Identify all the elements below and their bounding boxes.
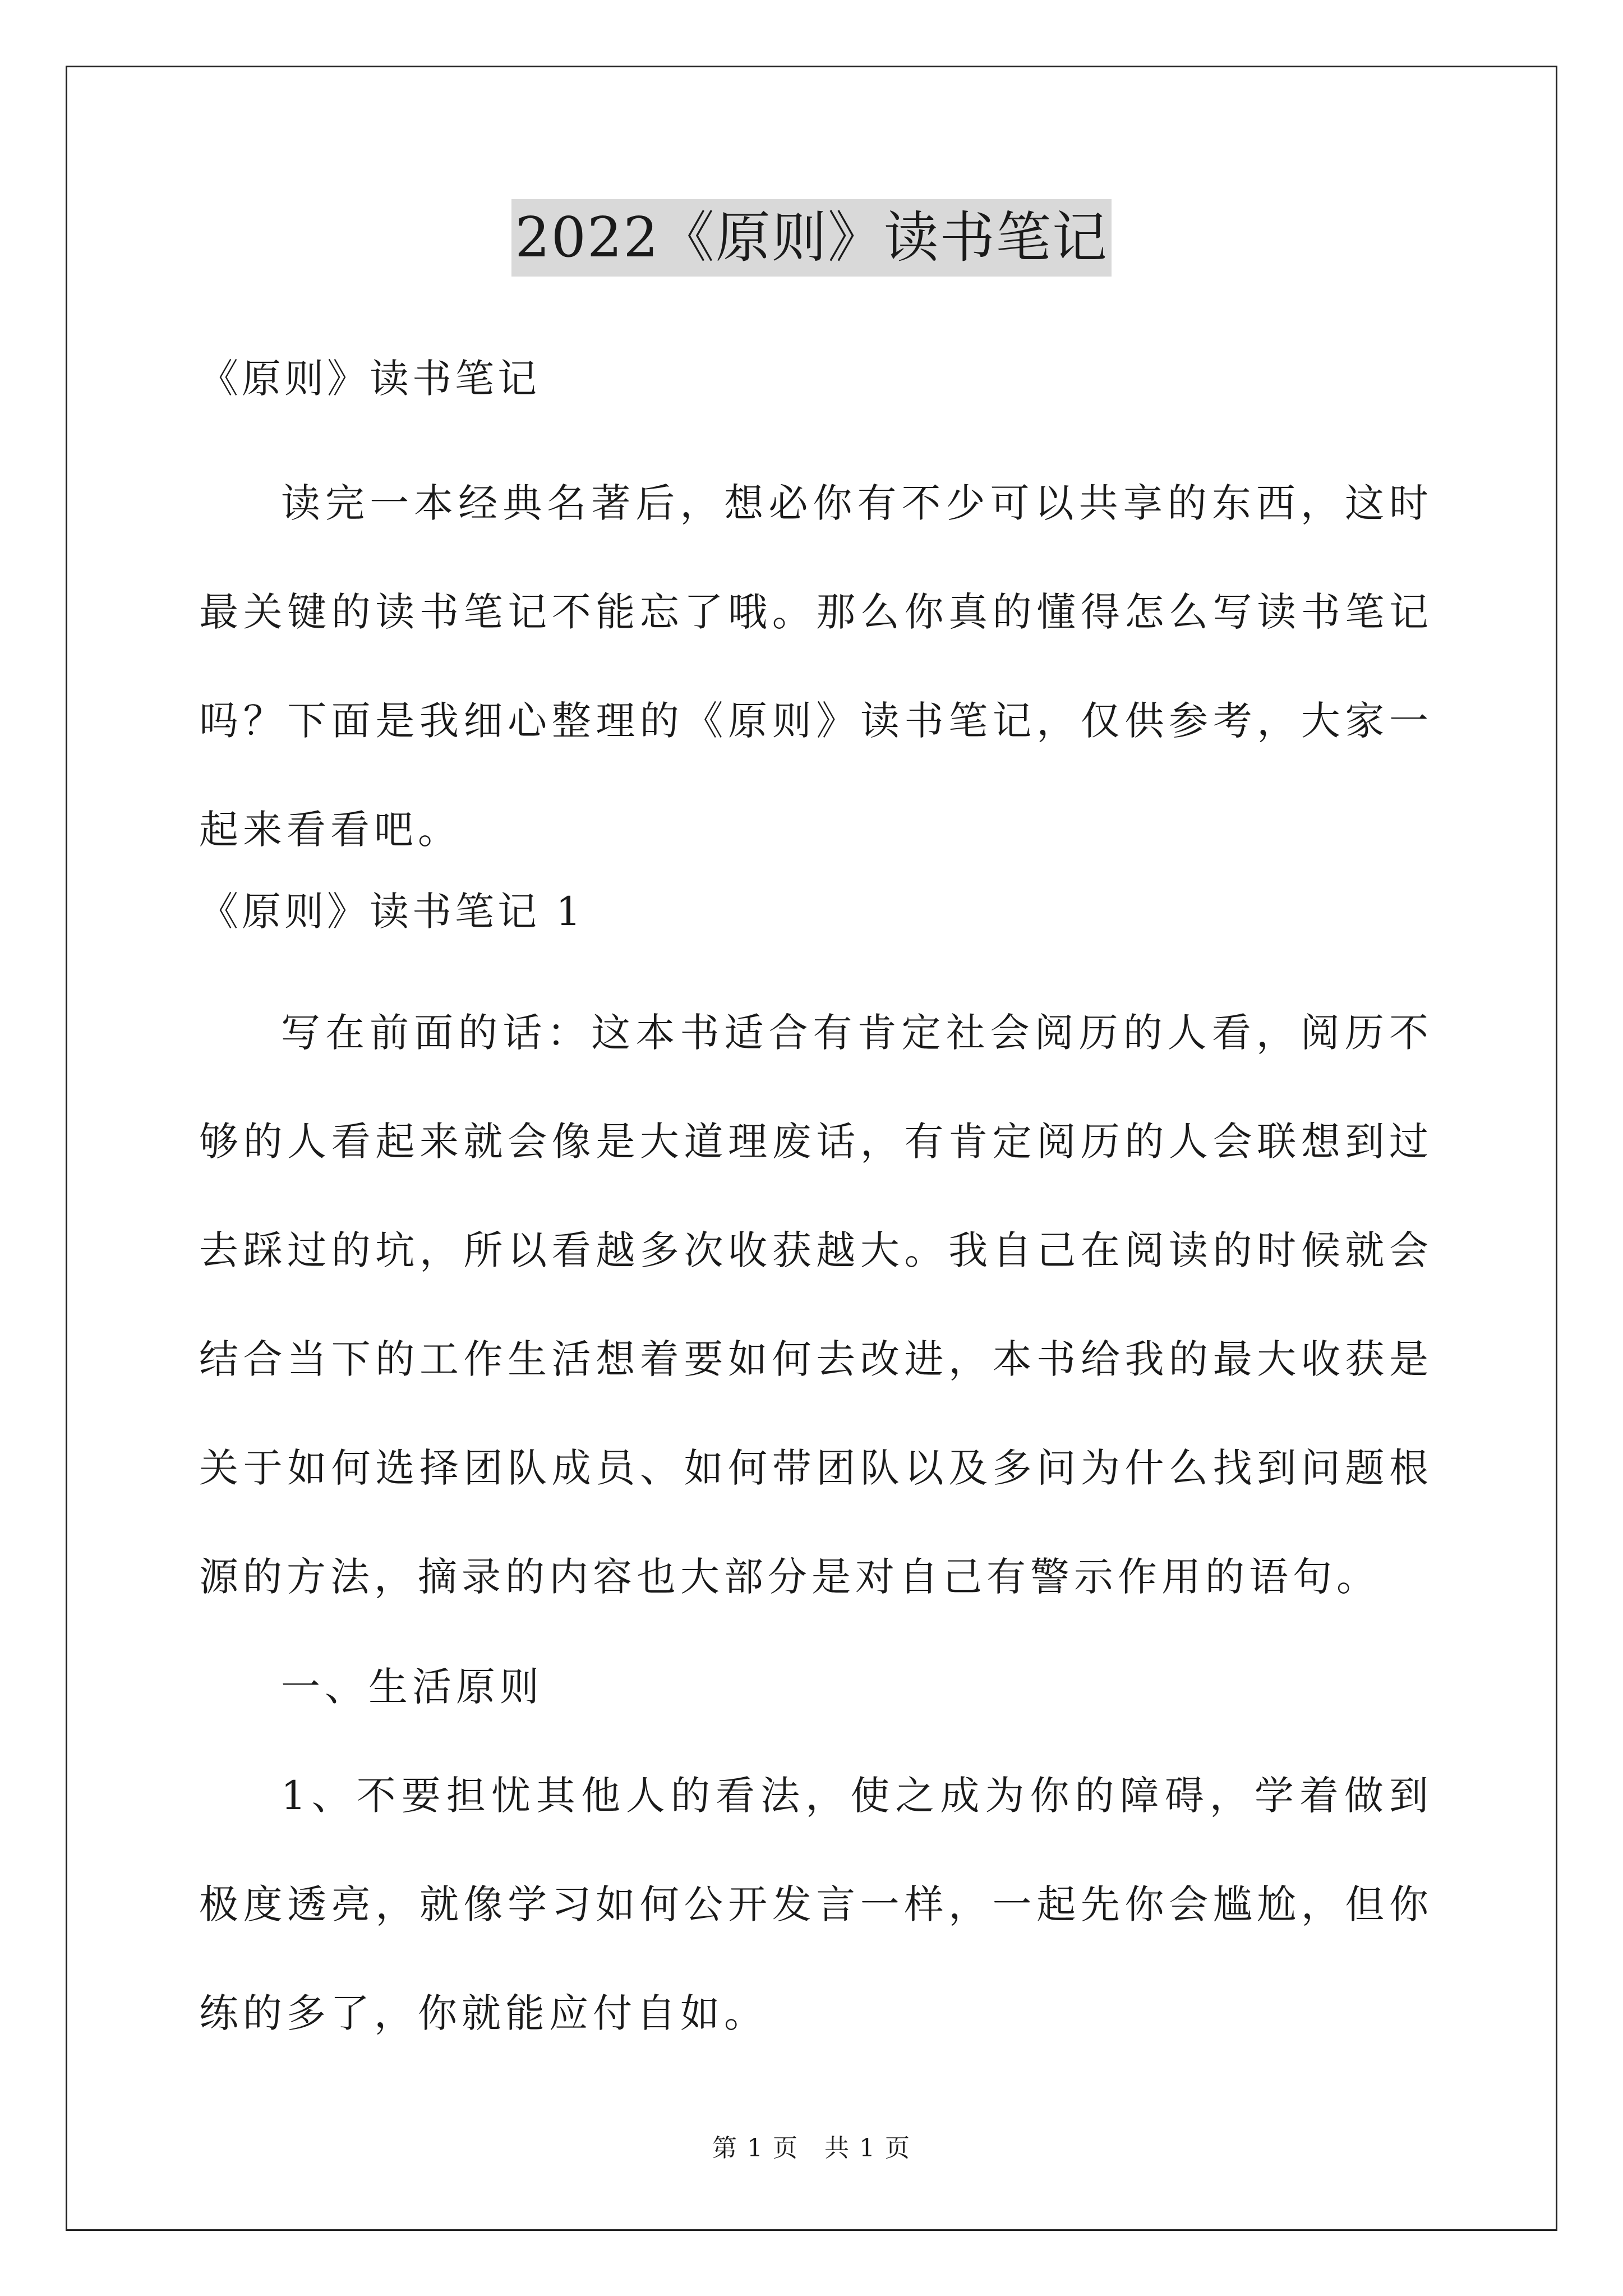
section-heading: 一、生活原则 (281, 1664, 543, 1710)
note1-heading: 《原则》读书笔记 1 (199, 889, 584, 935)
intro-heading: 《原则》读书笔记 (199, 356, 540, 402)
page-footer: 第 1 页 共 1 页 (712, 2134, 911, 2162)
document-title: 2022《原则》读书笔记 (511, 199, 1111, 277)
note1-paragraph: 写在前面的话：这本书适合有肯定社会阅历的人看，阅历不够的人看起来就会像是大道理废话，有肯定阅历的人会联想到过去踩过的坑，所以看越多次收获越大。我自己在阅读的时候就会结合当下的工作生活想着要如何去改进，本书给我的最大收获是关于如何选择团队成员、如何带团队以及多问为什么找到问题根源的方法，摘录的内容也大部分是对自己有警示作用的语句。 (199, 1010, 1433, 1600)
item1-paragraph: 1、不要担忧其他人的看法，使之成为你的障碍，学着做到极度透亮，就像学习如何公开发言一样，一起先你会尴尬，但你练的多了，你就能应付自如。 (199, 1773, 1433, 2036)
intro-paragraph: 读完一本经典名著后，想必你有不少可以共享的东西，这时最关键的读书笔记不能忘了哦。那么你真的懂得怎么写读书笔记吗？下面是我细心整理的《原则》读书笔记，仅供参考，大家一起来看看吧。 (199, 480, 1433, 853)
title-container (0, 199, 1623, 277)
